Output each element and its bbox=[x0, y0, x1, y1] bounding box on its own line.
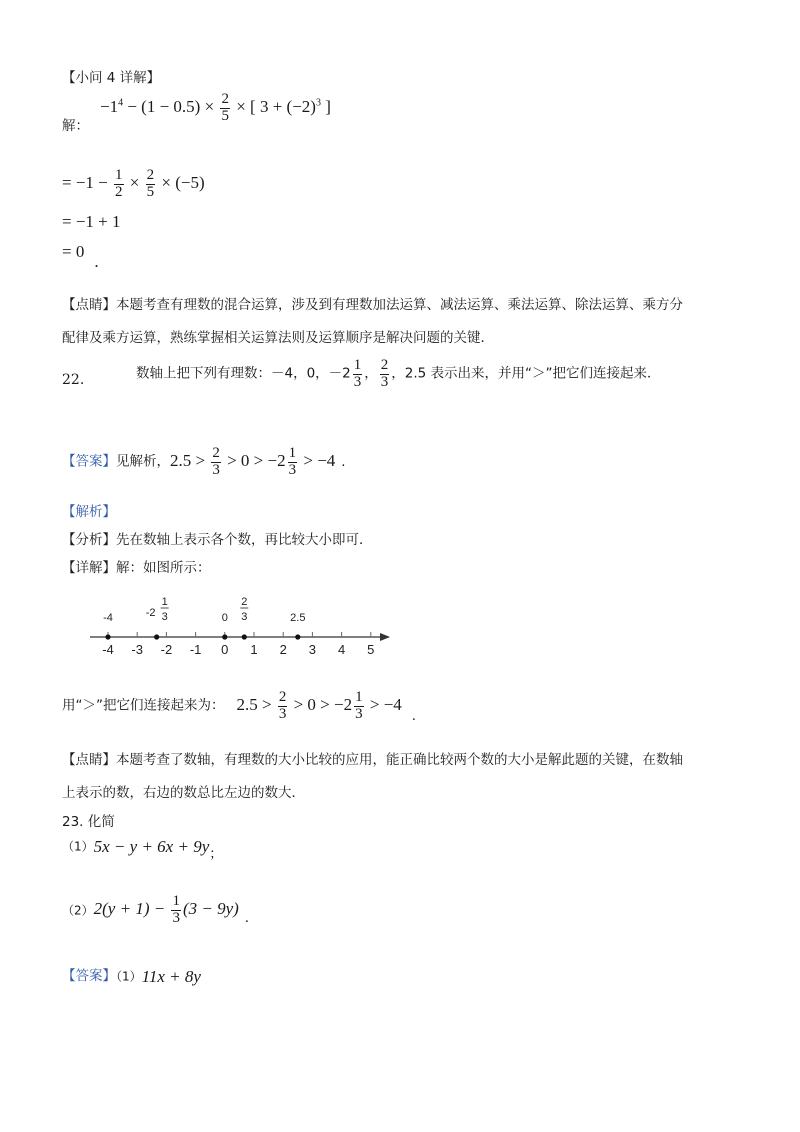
point-label: -4 bbox=[103, 612, 113, 624]
point-dot bbox=[105, 634, 110, 639]
jie-label: 解： bbox=[62, 118, 89, 134]
point-label: 2.5 bbox=[290, 612, 306, 624]
part4-comment-line1: 【点睛】本题考查有理数的混合运算，涉及到有理数加法运算、减法运算、乘法运算、除法运算、乘方分 bbox=[62, 297, 683, 313]
tick-label: 1 bbox=[250, 642, 258, 657]
q23-part2: （2）2(y + 1) − $\frac{1}{3}$ (3 − 9y) . bbox=[62, 893, 250, 926]
tick-label: -2 bbox=[160, 642, 173, 657]
fenxi-line: 【分析】先在数轴上表示各个数，再比较大小即可． bbox=[62, 532, 373, 548]
tick-label: 4 bbox=[337, 642, 346, 657]
q22-comment-line1: 【点睛】本题考查了数轴，有理数的大小比较的应用，能正确比较两个数的大小是解此题的关键，在数轴 bbox=[62, 752, 683, 768]
number-line bbox=[80, 585, 400, 660]
tick-label: -4 bbox=[102, 642, 114, 657]
analysis-tag: 【解析】 bbox=[62, 504, 116, 520]
xiangjie-line: 【详解】解：如图所示： bbox=[62, 560, 211, 576]
tick-label: 3 bbox=[308, 642, 317, 657]
point-frac-den: 3 bbox=[241, 611, 248, 623]
q22-answer: 【答案】见解析，2.5 > $\frac{2}{3}$ > 0 > −2 $\frac{1}{3}$ > −4 . bbox=[62, 445, 346, 478]
point-label: -2 bbox=[145, 607, 156, 619]
point-dot bbox=[222, 634, 227, 639]
point-label: 0 bbox=[221, 612, 228, 624]
point-frac-num: 1 bbox=[161, 596, 168, 608]
tick-label: -3 bbox=[131, 642, 143, 657]
axis-arrow bbox=[380, 633, 390, 641]
step1-expression: $-1^4 - (1 - 0.5)$ × $\frac{2}{5}$ × [ $3 + (-2)^3$ ] bbox=[100, 91, 331, 124]
q22-prompt: 数轴上把下列有理数：－4，0，－2 $\frac{1}{3}$ ， $\frac{2}{3}$ ，2.5 表示出来，并用“＞”把它们连接起来． bbox=[136, 357, 661, 390]
tick-label: -1 bbox=[189, 642, 202, 657]
step2-expression: = −1 − $\frac{1}{2}$ × $\frac{2}{5}$ × (−5) bbox=[62, 167, 205, 200]
q23-answer: 【答案】（1）11x + 8y bbox=[62, 967, 201, 986]
point-dot bbox=[154, 634, 159, 639]
q22-comment-line2: 上表示的数，右边的数总比左边的数大． bbox=[62, 785, 305, 801]
part4-comment-line2: 配律及乘方运算，熟练掌握相关运算法则及运算顺序是解决问题的关键． bbox=[62, 330, 494, 346]
q23-heading: 23. 化简 bbox=[62, 814, 115, 830]
tick-label: 5 bbox=[367, 642, 375, 657]
tick-label: 2 bbox=[279, 642, 287, 657]
part4-heading: 【小问 4 详解】 bbox=[62, 70, 161, 86]
point-frac-num: 2 bbox=[241, 596, 248, 608]
q22-number: 22. bbox=[62, 372, 85, 388]
tick-label: 0 bbox=[221, 642, 229, 657]
point-dot bbox=[242, 634, 247, 639]
point-frac-den: 3 bbox=[161, 611, 168, 623]
step4-expression: = 0. bbox=[62, 242, 99, 271]
point-dot bbox=[295, 634, 300, 639]
q23-part1: （1）5x − y + 6x + 9y； bbox=[62, 837, 223, 862]
q22-conclusion: 用“＞”把它们连接起来为： 2.5 > $\frac{2}{3}$ > 0 > −2 $\frac{1}{3}$ > −4. bbox=[62, 689, 417, 724]
step3-expression: = −1 + 1 bbox=[62, 212, 121, 231]
